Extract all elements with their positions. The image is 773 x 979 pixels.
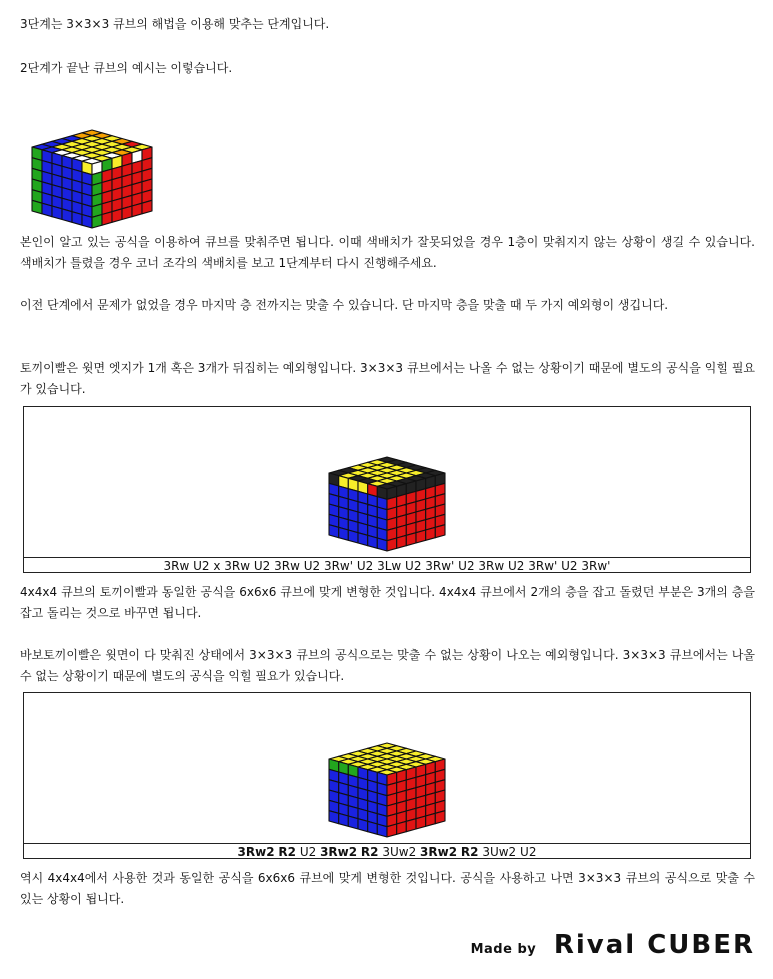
paragraph-example-intro: 2단계가 끝난 큐브의 예시는 이렇습니다. xyxy=(20,61,233,75)
made-by-label: Made by xyxy=(470,942,537,957)
cube-6x6-pll-parity-icon xyxy=(324,701,450,841)
author-signature xyxy=(471,930,755,960)
author-name: Rival CUBER xyxy=(553,930,755,960)
paragraph-oll-parity: 토끼이빨은 윗면 엣지가 1개 혹은 3개가 뒤집히는 예외형입니다. 3×3×3 큐브에서는 나올 수 없는 상황이기 때문에 별도의 공식을 익힐 필요가 있습니다. xyxy=(20,361,755,396)
cube-6x6-stage2-icon xyxy=(26,86,158,230)
oll-parity-figure xyxy=(23,406,751,573)
formula-token: 3Rw2 xyxy=(420,845,458,859)
cube-stage2-example xyxy=(26,86,158,230)
formula-token: 3Uw2 xyxy=(482,845,517,859)
paragraph-oll-parity-note: 4x4x4 큐브의 토끼이빨과 동일한 공식을 6x6x6 큐브에 맞게 변형한 것입니다. 4x4x4 큐브에서 2개의 층을 잡고 돌렸던 부분은 3개의 층을 잡고 돌리는 것으로 바꾸면 됩니다. xyxy=(20,585,755,620)
paragraph-stage3-intro: 3단계는 3×3×3 큐브의 해법을 이용해 맞추는 단계입니다. xyxy=(20,17,330,31)
paragraph-solve-instructions: 본인이 알고 있는 공식을 이용하여 큐브를 맞춰주면 됩니다. 이때 색배치가 잘못되었을 경우 1층이 맞춰지지 않는 상황이 생길 수 있습니다. 색배치가 틀렸을 경우 코너 조각의 색배치를 보고 1단계부터 다시 진행해주세요. xyxy=(20,235,755,270)
pll-parity-figure xyxy=(23,692,751,859)
pll-parity-formula xyxy=(24,844,750,860)
formula-token: 3Uw2 xyxy=(382,845,417,859)
formula-token: 3Rw2 xyxy=(237,845,275,859)
formula-token: R2 xyxy=(360,845,379,859)
formula-token: 3Rw2 xyxy=(320,845,358,859)
formula-token: R2 xyxy=(460,845,479,859)
paragraph-exceptions: 이전 단계에서 문제가 없었을 경우 마지막 층 전까지는 맞출 수 있습니다. 단 마지막 층을 맞출 때 두 가지 예외형이 생깁니다. xyxy=(20,298,669,312)
formula-token: U2 xyxy=(299,845,317,859)
formula-token: U2 xyxy=(520,845,537,859)
paragraph-pll-parity-note: 역시 4x4x4에서 사용한 것과 동일한 공식을 6x6x6 큐브에 맞게 변형한 것입니다. 공식을 사용하고 나면 3×3×3 큐브의 공식으로 맞출 수 있는 상황이 됩니다. xyxy=(20,871,755,906)
paragraph-pll-parity: 바보토끼이빨은 윗면이 다 맞춰진 상태에서 3×3×3 큐브의 공식으로는 맞출 수 없는 상황이 나오는 예외형입니다. 3×3×3 큐브에서는 나올 수 없는 상황이기 때문에 별도의 공식을 익힐 필요가 있습니다. xyxy=(20,648,755,683)
cube-6x6-oll-parity-icon xyxy=(324,415,450,555)
oll-parity-formula: 3Rw U2 x 3Rw U2 3Rw U2 3Rw' U2 3Lw U2 3Rw' U2 3Rw U2 3Rw' U2 3Rw' xyxy=(163,559,611,573)
formula-token: R2 xyxy=(278,845,296,859)
